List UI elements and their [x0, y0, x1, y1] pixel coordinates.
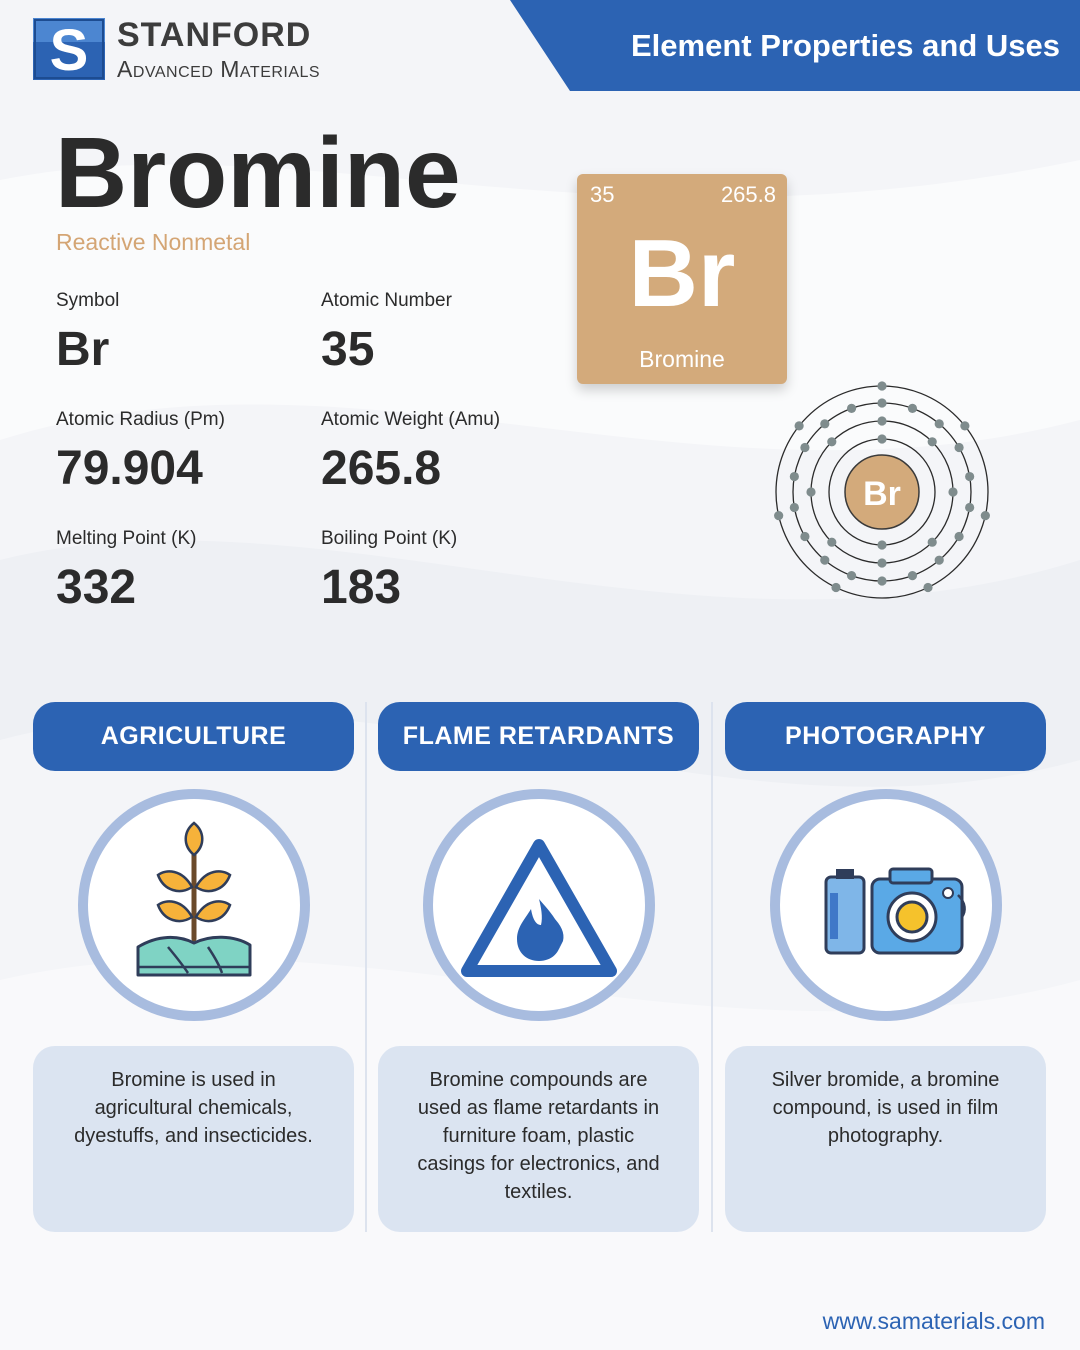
- electron: [827, 538, 836, 547]
- use-description: Bromine is used in agricultural chemicals, dyestuffs, and insecticides.: [33, 1046, 354, 1232]
- element-category: Reactive Nonmetal: [56, 229, 251, 255]
- electron: [847, 404, 856, 413]
- electron: [820, 419, 829, 428]
- property-label: Atomic Radius (Pm): [56, 409, 225, 430]
- property-boiling-point: [321, 528, 457, 615]
- property-label: Atomic Weight (Amu): [321, 409, 501, 430]
- property-melting-point: [56, 528, 196, 615]
- footer-website-link[interactable]: www.samaterials.com: [822, 1308, 1045, 1334]
- property-label: Symbol: [56, 290, 120, 311]
- tile-atomic-number: 35: [590, 182, 615, 207]
- property-value: 79.904: [56, 442, 203, 495]
- electron: [928, 538, 937, 547]
- use-icon-ring: [423, 789, 655, 1021]
- element-tile: [577, 174, 787, 384]
- property-value: 265.8: [321, 442, 442, 495]
- tile-symbol: Br: [628, 220, 736, 327]
- use-title-photography: PHOTOGRAPHY: [725, 702, 1046, 771]
- bohr-model-diagram: [770, 378, 994, 606]
- brand-name: STANFORD: [117, 16, 312, 54]
- electron: [908, 571, 917, 580]
- plant-icon: [88, 799, 300, 1011]
- property-value: 35: [321, 323, 375, 376]
- electron: [954, 443, 963, 452]
- tile-name: Bromine: [639, 346, 725, 372]
- electron: [877, 576, 886, 585]
- electron: [877, 381, 886, 390]
- property-value: Br: [56, 323, 110, 376]
- electron: [981, 511, 990, 520]
- electron: [877, 558, 886, 567]
- electron: [790, 472, 799, 481]
- logo-mark-icon: [33, 18, 105, 80]
- electron: [935, 556, 944, 565]
- electron: [827, 437, 836, 446]
- electron: [965, 503, 974, 512]
- property-value: 183: [321, 561, 402, 614]
- column-divider: [711, 702, 713, 1232]
- property-symbol: [56, 290, 119, 377]
- electron: [877, 540, 886, 549]
- element-name: Bromine: [55, 117, 461, 229]
- use-icon-ring: [78, 789, 310, 1021]
- property-atomic-radius: [56, 409, 225, 496]
- electron: [935, 419, 944, 428]
- property-label: Atomic Number: [321, 290, 452, 311]
- header-title: Element Properties and Uses: [631, 28, 1060, 63]
- use-title-agriculture: AGRICULTURE: [33, 702, 354, 771]
- use-icon-ring: [770, 789, 1002, 1021]
- electron: [831, 583, 840, 592]
- brand-logo[interactable]: [33, 18, 413, 80]
- electron: [847, 571, 856, 580]
- property-value: 332: [56, 561, 137, 614]
- fire-warning-icon: [433, 799, 645, 1011]
- camera-icon: [780, 799, 992, 1011]
- property-label: Boiling Point (K): [321, 528, 458, 549]
- electron: [800, 532, 809, 541]
- electron: [908, 404, 917, 413]
- electron: [877, 434, 886, 443]
- property-atomic-number: [321, 290, 452, 377]
- electron: [774, 511, 783, 520]
- electron: [877, 416, 886, 425]
- use-description: Bromine compounds are used as flame retardants in furniture foam, plastic casings for electronics, and textiles.: [378, 1046, 699, 1232]
- column-divider: [365, 702, 367, 1232]
- electron: [806, 487, 815, 496]
- electron: [954, 532, 963, 541]
- electron: [965, 472, 974, 481]
- property-atomic-weight: [321, 409, 500, 496]
- brand-tagline: Advanced Materials: [117, 56, 321, 82]
- use-title-flame-retardants: FLAME RETARDANTS: [378, 702, 699, 771]
- electron: [877, 398, 886, 407]
- electron: [948, 487, 957, 496]
- electron: [928, 437, 937, 446]
- electron: [820, 556, 829, 565]
- electron: [923, 583, 932, 592]
- tile-atomic-weight: 265.8: [720, 182, 776, 207]
- use-description: Silver bromide, a bromine compound, is used in film photography.: [725, 1046, 1046, 1232]
- electron: [790, 503, 799, 512]
- electron: [960, 421, 969, 430]
- logo-letter: S: [49, 18, 89, 80]
- electron: [795, 421, 804, 430]
- property-label: Melting Point (K): [56, 528, 197, 549]
- electron: [800, 443, 809, 452]
- nucleus-symbol: Br: [863, 475, 901, 513]
